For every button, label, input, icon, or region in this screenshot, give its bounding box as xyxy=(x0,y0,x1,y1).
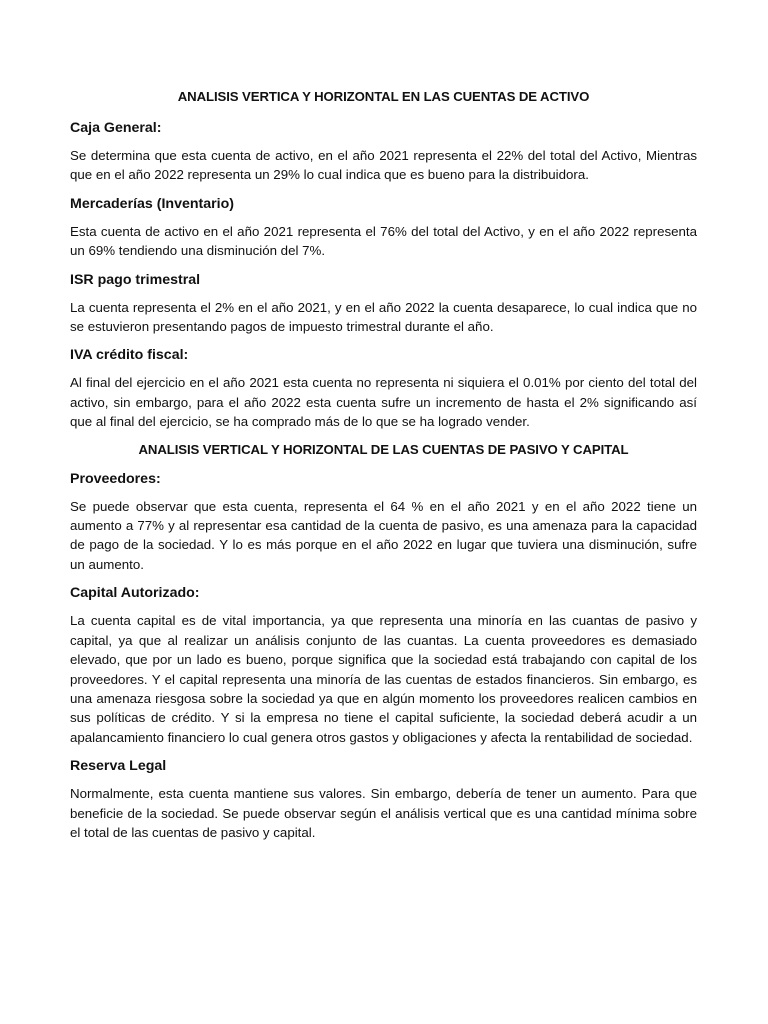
paragraph-iva-credito-fiscal: Al final del ejercicio en el año 2021 esta cuenta no representa ni siquiera el 0.01% por ciento del total del activo, sin embargo, para el año 2022 esta cuenta sufre un incremento de hasta el 2% significando así que al final del ejercicio, se ha comprado más de lo que se ha logrado vender. xyxy=(70,375,697,430)
paragraph-proveedores: Se puede observar que esta cuenta, representa el 64 % en el año 2021 y en el año 2022 tiene un aumento a 77% y al representar esa cantidad de la cuenta de pasivo, es una amenaza para la capacidad de pago de la sociedad. Y lo es más porque en el año 2022 en lugar que tuviera una disminución, sufre un aumento. xyxy=(70,498,697,572)
heading-proveedores: Proveedores: xyxy=(70,470,161,487)
heading-iva-credito-fiscal: IVA crédito fiscal: xyxy=(70,347,189,364)
paragraph-reserva-legal: Normalmente, esta cuenta mantiene sus valores. Sin embargo, debería de tener un aumento. Para que beneficie de la sociedad. Se puede observar según el análisis vertical que es una cantidad mínima sobre el total de las cuentas de pasivo y capital. xyxy=(70,786,697,840)
heading-isr-pago-trimestral: ISR pago trimestral xyxy=(70,271,201,288)
paragraph-mercaderias: Esta cuenta de activo en el año 2021 representa el 76% del total del Activo, y en el año 2022 representa un 69% tendiendo una disminución del 7%. xyxy=(70,223,697,259)
document-title-pasivo-capital: ANALISIS VERTICAL Y HORIZONTAL DE LAS CUENTAS DE PASIVO Y CAPITAL xyxy=(138,441,629,457)
heading-reserva-legal: Reserva Legal xyxy=(70,758,167,775)
heading-capital-autorizado: Capital Autorizado: xyxy=(70,585,200,602)
heading-caja-general: Caja General: xyxy=(70,120,162,136)
paragraph-capital-autorizado: La cuenta capital es de vital importancia, ya que representa una minoría en las cuantas de pasivo y capital, ya que al realizar un análisis conjunto de las cuantas. La cuenta proveedores es demasiado elevado, que por un lado es bueno, porque significa que la sociedad está trabajando con capital de los proveedores. Y el capital representa una minoría de las cuentas de estados financieros. Sin embargo, es una amenaza riesgosa sobre la sociedad ya que en algún momento los proveedores realicen cambios en sus políticas de crédito. Y si la empresa no tiene el capital suficiente, la sociedad deberá acudir a un apalancamiento financiero lo cual genera otros gastos y obligaciones y afecta la rentabilidad de sociedad. xyxy=(70,613,697,745)
document-title-activo: ANALISIS VERTICA Y HORIZONTAL EN LAS CUENTAS DE ACTIVO xyxy=(177,89,590,104)
heading-mercaderias: Mercaderías (Inventario) xyxy=(70,195,235,212)
paragraph-caja-general: Se determina que esta cuenta de activo, en el año 2021 representa el 22% del total del Activo, Mientras que en el año 2022 representa un 29% lo cual indica que es bueno para la distribuidora. xyxy=(70,148,697,183)
paragraph-isr-pago-trimestral: La cuenta representa el 2% en el año 2021, y en el año 2022 la cuenta desaparece, lo cual indica que no se estuvieron presentando pagos de impuesto trimestral durante el año. xyxy=(70,299,697,335)
